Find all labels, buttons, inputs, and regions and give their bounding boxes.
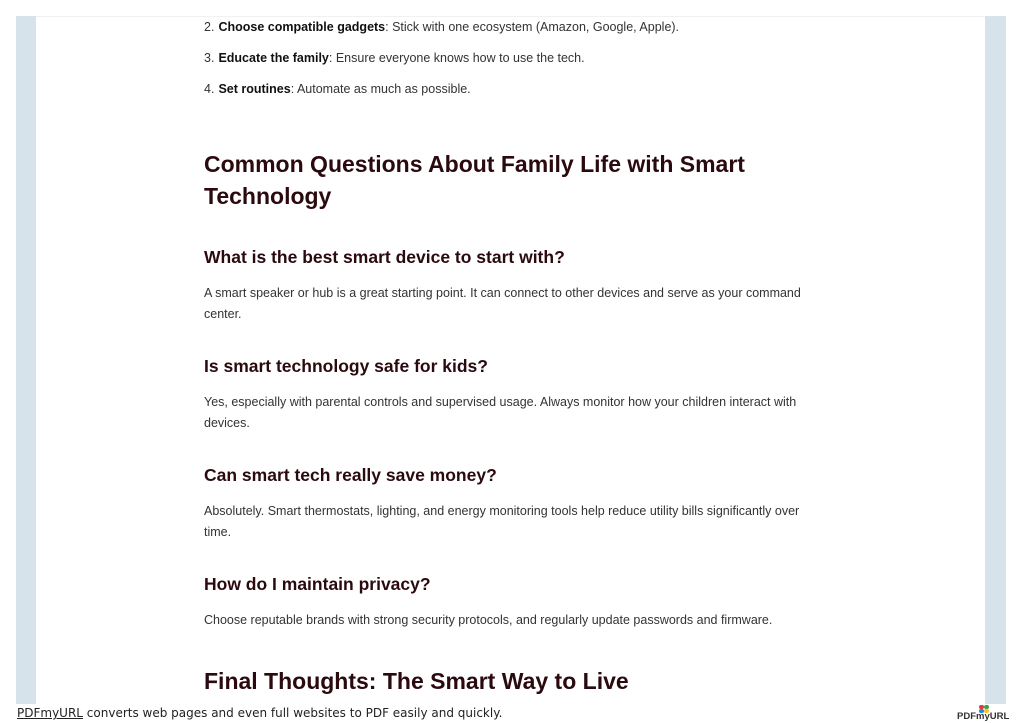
faq-answer: Yes, especially with parental controls and supervised usage. Always monitor how your children interact with devices. [204, 395, 797, 430]
pdfmyurl-logo [957, 705, 1010, 723]
list-item-term: Set routines [218, 82, 291, 96]
faq-answer: A smart speaker or hub is a great starting point. It can connect to other devices and serve as your command center. [204, 286, 801, 321]
right-margin-band [985, 16, 1006, 704]
list-item [204, 79, 824, 110]
pdfmyurl-link[interactable]: PDFmyURL [17, 706, 83, 720]
faq-answer: Absolutely. Smart thermostats, lighting, and energy monitoring tools help reduce utility bills significantly over time. [204, 504, 800, 539]
list-item-term: Educate the family [218, 51, 329, 65]
steps-list [204, 17, 824, 110]
list-item-text: : Ensure everyone knows how to use the tech. [328, 51, 585, 65]
footer-text: converts web pages and even full websites to PDF easily and quickly. [82, 706, 503, 720]
faq-question: Is smart technology safe for kids? [204, 356, 488, 376]
left-margin-band [16, 16, 36, 704]
list-item-number: 2. [204, 20, 215, 34]
faq-heading: Common Questions About Family Life with Smart Technology [204, 151, 745, 209]
final-heading: Final Thoughts: The Smart Way to Live [204, 668, 629, 694]
list-item-term: Choose compatible gadgets [218, 20, 386, 34]
list-item [204, 17, 824, 48]
list-item-text: : Automate as much as possible. [290, 82, 471, 96]
faq-question: How do I maintain privacy? [204, 574, 431, 594]
article-content [204, 17, 824, 697]
footer-bar [17, 705, 502, 721]
list-item [204, 48, 824, 79]
list-item-text: : Stick with one ecosystem (Amazon, Google, Apple). [385, 20, 680, 34]
list-item-number: 4. [204, 82, 215, 96]
faq-question: Can smart tech really save money? [204, 465, 497, 485]
faq-answer: Choose reputable brands with strong security protocols, and regularly update passwords and firmware. [204, 613, 773, 627]
logo-wordmark: PDFmyURL [957, 711, 1010, 722]
list-item-number: 3. [204, 51, 215, 65]
faq-question: What is the best smart device to start with? [204, 247, 565, 267]
